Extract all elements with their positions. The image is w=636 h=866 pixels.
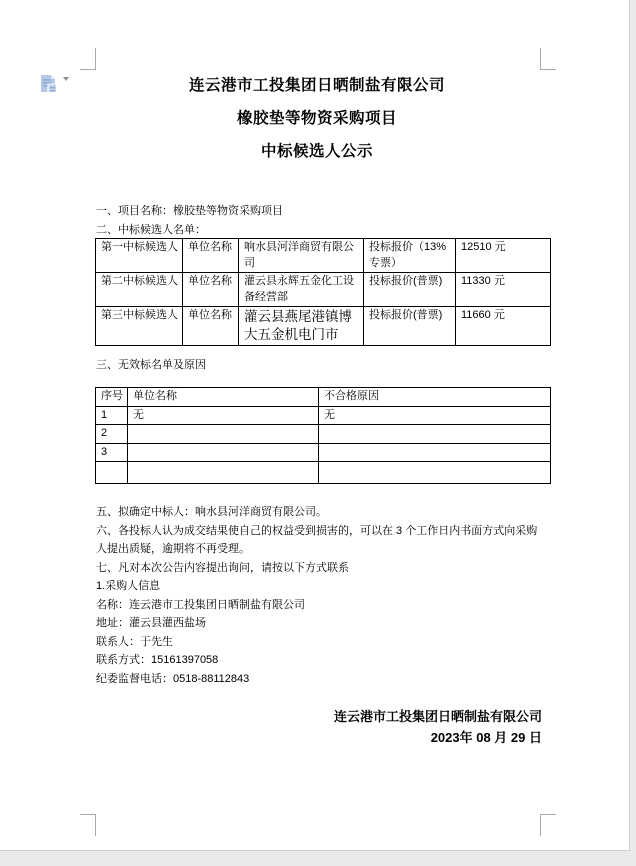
purchaser-info-header: 1.采购人信息 [96, 580, 161, 592]
table-row [96, 273, 551, 307]
crop-mark-top-left [80, 48, 96, 70]
purchaser-contact-phone: 联系方式：15161397058 [96, 654, 219, 666]
section-winner: 五、拟确定中标人：响水县河洋商贸有限公司。 [96, 506, 327, 518]
company-name: 响水县河洋商贸有限公司 [239, 239, 364, 273]
candidate-rank: 第二中标候选人 [96, 273, 183, 307]
index-cell: 1 [96, 406, 128, 425]
unit-cell [128, 443, 319, 462]
doc-title-project: 橡胶垫等物资采购项目 [236, 110, 397, 127]
company-name: 灌云县燕尾港镇博大五金机电门市 [239, 307, 364, 346]
col-header-reason: 不合格原因 [319, 388, 551, 407]
section-project-name: 一、项目名称：橡胶垫等物资采购项目 [96, 205, 283, 217]
table-row [96, 307, 551, 346]
doc-title-company: 连云港市工投集团日晒制盐有限公司 [188, 77, 445, 94]
table-row [96, 462, 551, 484]
reason-cell [319, 443, 551, 462]
section-candidates-label: 二、中标候选人名单： [96, 223, 206, 236]
table-header-row [96, 388, 551, 407]
section-invalid-bids-heading: 三、无效标名单及原因 [96, 359, 206, 371]
candidate-rank: 第一中标候选人 [96, 239, 183, 273]
table-row [96, 406, 551, 425]
index-cell: 3 [96, 443, 128, 462]
unit-name-label: 单位名称 [183, 273, 239, 307]
section-1-2 [96, 202, 546, 239]
unit-name-label: 单位名称 [183, 239, 239, 273]
candidates-table [95, 238, 551, 346]
price-value: 11660 元 [456, 307, 551, 346]
purchaser-name: 名称：连云港市工投集团日晒制盐有限公司 [96, 598, 305, 611]
price-label: 投标报价(普票) [364, 307, 456, 346]
company-name: 灌云县永辉五金化工设备经营部 [239, 273, 364, 307]
index-cell [96, 462, 128, 484]
price-label: 投标报价（13%专票） [364, 239, 456, 273]
table-row [96, 425, 551, 444]
crop-mark-bottom-right [540, 814, 556, 836]
signature-company: 连云港市工投集团日晒制盐有限公司 [333, 709, 542, 724]
unit-name-label: 单位名称 [183, 307, 239, 346]
signature-block [334, 706, 542, 748]
table-row [96, 443, 551, 462]
reason-cell [319, 462, 551, 484]
reason-cell: 无 [319, 406, 551, 425]
index-cell: 2 [96, 425, 128, 444]
section-inquiry-notice: 七、凡对本次公告内容提出询问，请按以下方式联系 [96, 561, 349, 574]
crop-mark-bottom-left [80, 814, 96, 836]
invalid-bids-table [95, 387, 551, 484]
unit-cell [128, 462, 319, 484]
supervision-phone: 纪委监督电话：0518-88112843 [96, 672, 250, 685]
doc-title-announcement: 中标候选人公示 [260, 143, 373, 160]
purchaser-contact-person: 联系人：于先生 [96, 635, 173, 648]
price-value: 11330 元 [456, 273, 551, 307]
candidate-rank: 第三中标候选人 [96, 307, 183, 346]
table-row [96, 239, 551, 273]
col-header-index: 序号 [96, 388, 128, 407]
unit-cell: 无 [128, 406, 319, 425]
unit-cell [128, 425, 319, 444]
col-header-unit: 单位名称 [128, 388, 319, 407]
section-5-7-and-contact [96, 503, 548, 688]
price-label: 投标报价(普票) [364, 273, 456, 307]
price-value: 12510 元 [456, 239, 551, 273]
reason-cell [319, 425, 551, 444]
purchaser-address: 地址：灌云县灌西盐场 [96, 617, 206, 629]
caret-down-icon [63, 81, 71, 99]
crop-mark-top-right [540, 48, 556, 70]
section-objection-notice: 六、各投标人认为成交结果使自己的权益受到损害的，可以在 3 个工作日内书面方式向采购人提出质疑，逾期将不再受理。 [96, 524, 538, 555]
paste-options-button[interactable] [38, 73, 72, 97]
signature-date: 2023年 08 月 29 日 [430, 730, 542, 745]
